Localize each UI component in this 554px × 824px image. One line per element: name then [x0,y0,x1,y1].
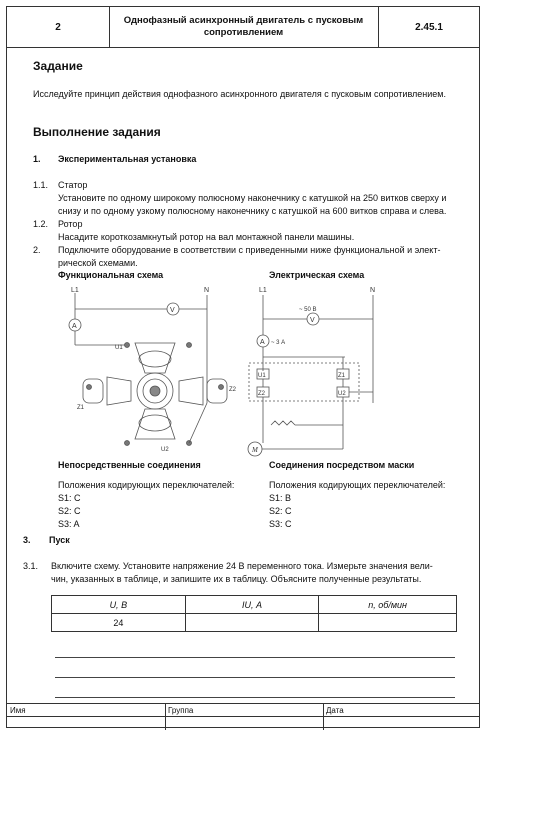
table-cell-voltage: 24 [52,614,186,632]
table-header-current: IU, А [185,596,319,614]
section-3-number: 3. [23,535,31,545]
elec-label-U1: U1 [258,373,266,379]
section-3-title: Пуск [49,535,70,545]
functional-diagram [57,283,257,457]
elec-label-L1: L1 [259,287,267,294]
mask-switch-s1: S1: B [269,493,292,503]
elec-label-Z2: Z2 [258,391,266,397]
section-1-title: Экспериментальная установка [58,154,197,164]
footer [7,703,479,730]
section-3-1-text-1: Включите схему. Установите напряжение 24 В переменного тока. Измерьте значения вели- [51,561,433,571]
func-voltmeter-label: V [170,307,175,314]
elec-voltmeter-label: V [310,317,315,324]
direct-switch-s1: S1: C [58,493,81,503]
electrical-diagram-title: Электрическая схема [269,270,365,280]
elec-label-U2: U2 [338,391,346,397]
answer-line[interactable] [55,657,455,658]
elec-current-label: ~ 3 А [271,340,286,346]
direct-switch-s3: S3: A [58,519,80,529]
elec-label-N: N [370,287,376,294]
page-number: 2 [7,7,110,47]
answer-line[interactable] [55,677,455,678]
footer-date-label: Дата [323,704,479,717]
elec-label-Z1: Z1 [338,373,346,379]
section-2-number: 2. [33,245,41,255]
section-1-1-number: 1.1. [33,180,49,190]
section-1-2-text: Насадите короткозамкнутый ротор на вал монтажной панели машины. [58,232,355,242]
mask-connections-title: Соединения посредством маски [269,460,415,470]
section-1-1-title: Статор [58,180,88,190]
table-cell-current[interactable] [185,614,319,632]
table-header-row [52,596,457,614]
section-3-1-text-2: чин, указанных в таблице, и запишите их в таблицу. Объясните полученные результаты. [51,574,422,584]
direct-switch-s2: S2: C [58,506,81,516]
section-1-1-text-2: снизу и по одному узкому полюсному наконечнику с катушкой на 600 витков справа и слева. [58,206,447,216]
answer-line[interactable] [55,697,455,698]
table-row [52,614,457,632]
footer-divider [323,704,324,730]
footer-divider [165,704,166,730]
functional-diagram-title: Функциональная схема [58,270,164,280]
func-label-U2: U2 [161,447,169,453]
section-2-text-2: рической схемами. [58,258,138,268]
footer-group-label: Группа [165,704,323,717]
section-1-2-number: 1.2. [33,219,49,229]
section-1-1-text-1: Установите по одному широкому полюсному наконечнику с катушкой на 250 витков сверху и [58,193,447,203]
direct-connections-title: Непосредственные соединения [58,460,201,470]
mask-switch-s2: S2: C [269,506,292,516]
document-code: 2.45.1 [415,21,443,33]
elec-ammeter-label: A [260,339,265,346]
section-1-number: 1. [33,154,41,164]
section-3-1-number: 3.1. [23,561,39,571]
func-label-L1: L1 [71,287,79,294]
table-cell-speed[interactable] [319,614,457,632]
task-heading: Задание [33,59,83,73]
section-2-text-1: Подключите оборудование в соответствии с приведенными ниже функциональной и элект- [58,245,441,255]
motor-symbol-label: M [252,446,258,454]
func-label-Z1: Z1 [77,405,85,411]
header [7,7,479,48]
footer-name-label: Имя [7,704,165,717]
table-header-voltage: U, В [52,596,186,614]
func-label-U1: U1 [115,345,123,351]
func-label-Z2: Z2 [229,387,237,393]
elec-voltage-label: ~ 50 В [299,307,317,313]
measurement-table [51,595,457,632]
mask-switch-s3: S3: C [269,519,292,529]
execution-heading: Выполнение задания [33,125,161,139]
page-title: Однофазный асинхронный двигатель с пусковым сопротивлением [109,7,379,47]
section-1-2-title: Ротор [58,219,83,229]
electrical-diagram [233,283,393,457]
direct-switch-label: Положения кодирующих переключателей: [58,480,235,490]
func-label-N: N [204,287,210,294]
func-ammeter-label: A [72,323,77,330]
task-text: Исследуйте принцип действия однофазного асинхронного двигателя с пусковым сопротивлением. [33,89,446,99]
table-header-speed: n, об/мин [319,596,457,614]
mask-switch-label: Положения кодирующих переключателей: [269,480,446,490]
worksheet-page [6,6,480,728]
